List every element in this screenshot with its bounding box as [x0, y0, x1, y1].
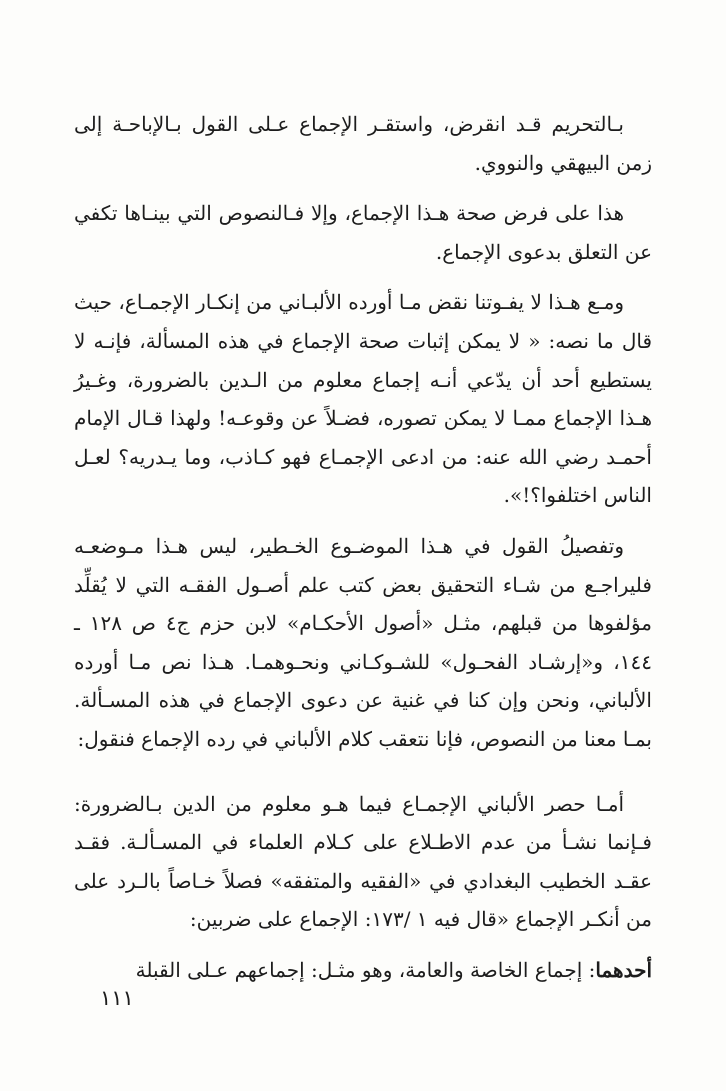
page-number: ١١١: [100, 986, 134, 1010]
paragraph-3: ومـع هـذا لا يفـوتنا نقض مـا أورده الألبـاني من إنكـار الإجمـاع، حيث قال ما نصه: « لا يمكن إثبات صحة الإجماع في هذه المسألة، فإنـه لا يستطيع أحد أن يدّعي أنـه إجماع معلوم من الـدين بالضرورة، وغـيرُ هـذا الإجماع ممـا لا يمكن تصوره، فضـلاً عن وقوعـه! ولهذا قـال الإمام أحمـد رضي الله عنه: من ادعى الإجمـاع فهو كـاذب، وما يـدريه؟ لعـل الناس اختلفوا؟!».: [74, 290, 652, 508]
paragraph-6-text: : إجماع الخاصة والعامة، وهو مثـل: إجماعهم عـلى القبلة: [135, 957, 596, 982]
paragraph-4: وتفصيلُ القول في هـذا الموضـوع الخـطير، ليس هـذا مـوضعـه فليراجـع من شـاء التحقيق بعض كتب علم أصـول الفقـه التي لا يُقلِّد مؤلفوها من قبلهم، مثـل «أصول الأحكـام» لابن حزم ج٤ ص ١٢٨ ـ ١٤٤، و«إرشـاد الفحـول» للشـوكـاني ونحـوهمـا. هـذا نص مـا أورده الألباني، ونحن وإن كنا في غنية عن دعوى الإجماع في هذه المسـألة. بمـا معنا من النصوص، فإنا نتعقب كلام الألباني في رده الإجماع فنقول:: [74, 533, 652, 751]
paragraph-5: أمـا حصر الألباني الإجمـاع فيما هـو معلوم من الدين بـالضرورة: فـإنما نشـأ من عدم الاطـلاع على كـلام العلماء في المسـألـة. فقـد عقـد الخطيب البغدادي في «الفقيه والمتفقه» فصلاً خـاصاً بالـرد على من أنكـر الإجماع «قال فيه ١ /١٧٣: الإجماع على ضربين:: [74, 791, 652, 932]
page-body: [74, 105, 652, 1001]
paragraph-1: بـالتحريم قـد انقرض، واستقـر الإجماع عـلى القول بـالإباحـة إلى زمن البيهقي والنووي.: [74, 112, 652, 175]
paragraph-6: [74, 951, 652, 990]
paragraph-6-lead: أحدهما: [595, 957, 652, 982]
paragraph-2: هذا على فرض صحة هـذا الإجماع، وإلا فـالنصوص التي بينـاها تكفي عن التعلق بدعوى الإجماع.: [74, 201, 652, 264]
